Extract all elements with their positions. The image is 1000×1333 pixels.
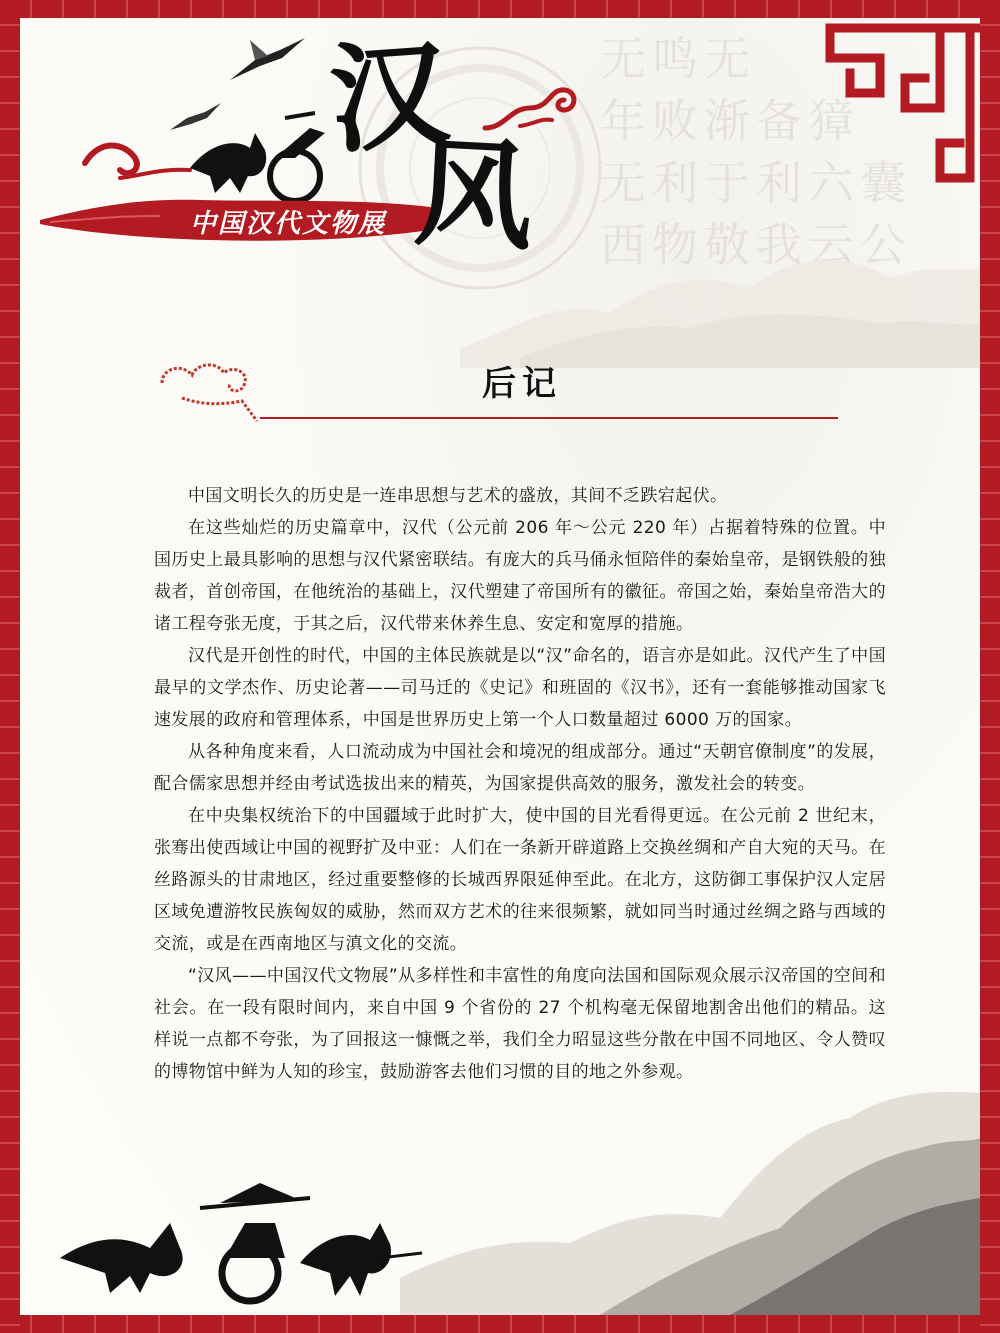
- paper-panel: [20, 18, 980, 1315]
- frame-right-border: [980, 0, 1000, 1333]
- calligraphy-line: 无利于利六囊: [600, 156, 912, 210]
- calligraphy-line: 无鸣无: [600, 32, 756, 86]
- crane-bird-icon: [220, 30, 310, 90]
- calligraphy-line: 西物敬我云公: [600, 218, 912, 272]
- ink-mountains-bottom: [400, 1078, 980, 1315]
- section-cloud-icon: [152, 343, 262, 423]
- frame-top-border: [0, 0, 1000, 18]
- afterword-body: [154, 480, 886, 1088]
- mist-mountains-top: [460, 218, 980, 368]
- paragraph: 从各种角度来看，人口流动成为中国社会和境况的组成部分。通过“天朝官僚制度”的发展，配合儒家思想并经由考试选拔出来的精英，为国家提供高效的服务，激发社会的转变。: [154, 742, 886, 794]
- paragraph: 汉代是开创性的时代，中国的主体民族就是以“汉”命名的，语言亦是如此。汉代产生了中国最早的文学杰作、历史论著——司马迁的《史记》和班固的《汉书》，还有一套能够推动国家飞速发展的政府和管理体系，中国是世界历史上第一个人口数量超过 6000 万的国家。: [154, 646, 886, 730]
- calligraphy-line: 年败渐备獐: [600, 94, 860, 148]
- section-title: 后记: [482, 364, 562, 404]
- fret-corner-ornament: [820, 18, 980, 188]
- paragraph: 在这些灿烂的历史篇章中，汉代（公元前 206 年～公元 220 年）占据着特殊的位置。中国历史上最具影响的思想与汉代紧密联结。有庞大的兵马俑永恒陪伴的秦始皇帝，是钢铁般的独裁者，首创帝国，在他统治的基础上，汉代塑建了帝国所有的徽征。帝国之始，秦始皇帝浩大的诸工程夸张无度，于其之后，汉代带来休养生息、安定和宽厚的措施。: [154, 518, 886, 634]
- title-char-han: 汉: [325, 23, 453, 170]
- paragraph: 中国文明长久的历史是一连串思想与艺术的盛放，其间不乏跌宕起伏。: [188, 486, 728, 506]
- frame-left-border: [0, 0, 20, 1333]
- paragraph: “汉风——中国汉代文物展”从多样性和丰富性的角度向法国和国际观众展示汉帝国的空间和社会。在一段有限时间内，来自中国 9 个省份的 27 个机构毫无保留地割舍出他们的精品。这样说一点都不夸张，为了回报这一慷慨之举，我们全力昭显这些分散在中国不同地区、令人赞叹的博物馆中鲜为人知的珍宝，鼓励游客去他们习惯的目的地之外参观。: [154, 966, 886, 1082]
- paragraph: 在中央集权统治下的中国疆域于此时扩大，使中国的目光看得更远。在公元前 2 世纪末，张骞出使西域让中国的视野扩及中亚：人们在一条新开辟道路上交换丝绸和产自大宛的天马。在丝路源头的甘肃地区，经过重要整修的长城西界限延伸至此。在北方，这防御工事保护汉人定居区域免遭游牧民族匈奴的威胁，然而双方艺术的往来很频繁，就如同当时通过丝绸之路与西域的交流，或是在西南地区与滇文化的交流。: [154, 806, 886, 954]
- chariot-procession-silhouette: [50, 1178, 430, 1308]
- title-char-feng: 风: [411, 122, 537, 267]
- exhibition-subtitle: 中国汉代文物展: [190, 209, 387, 239]
- section-divider: [260, 417, 838, 419]
- frame-bottom-border: [0, 1315, 1000, 1333]
